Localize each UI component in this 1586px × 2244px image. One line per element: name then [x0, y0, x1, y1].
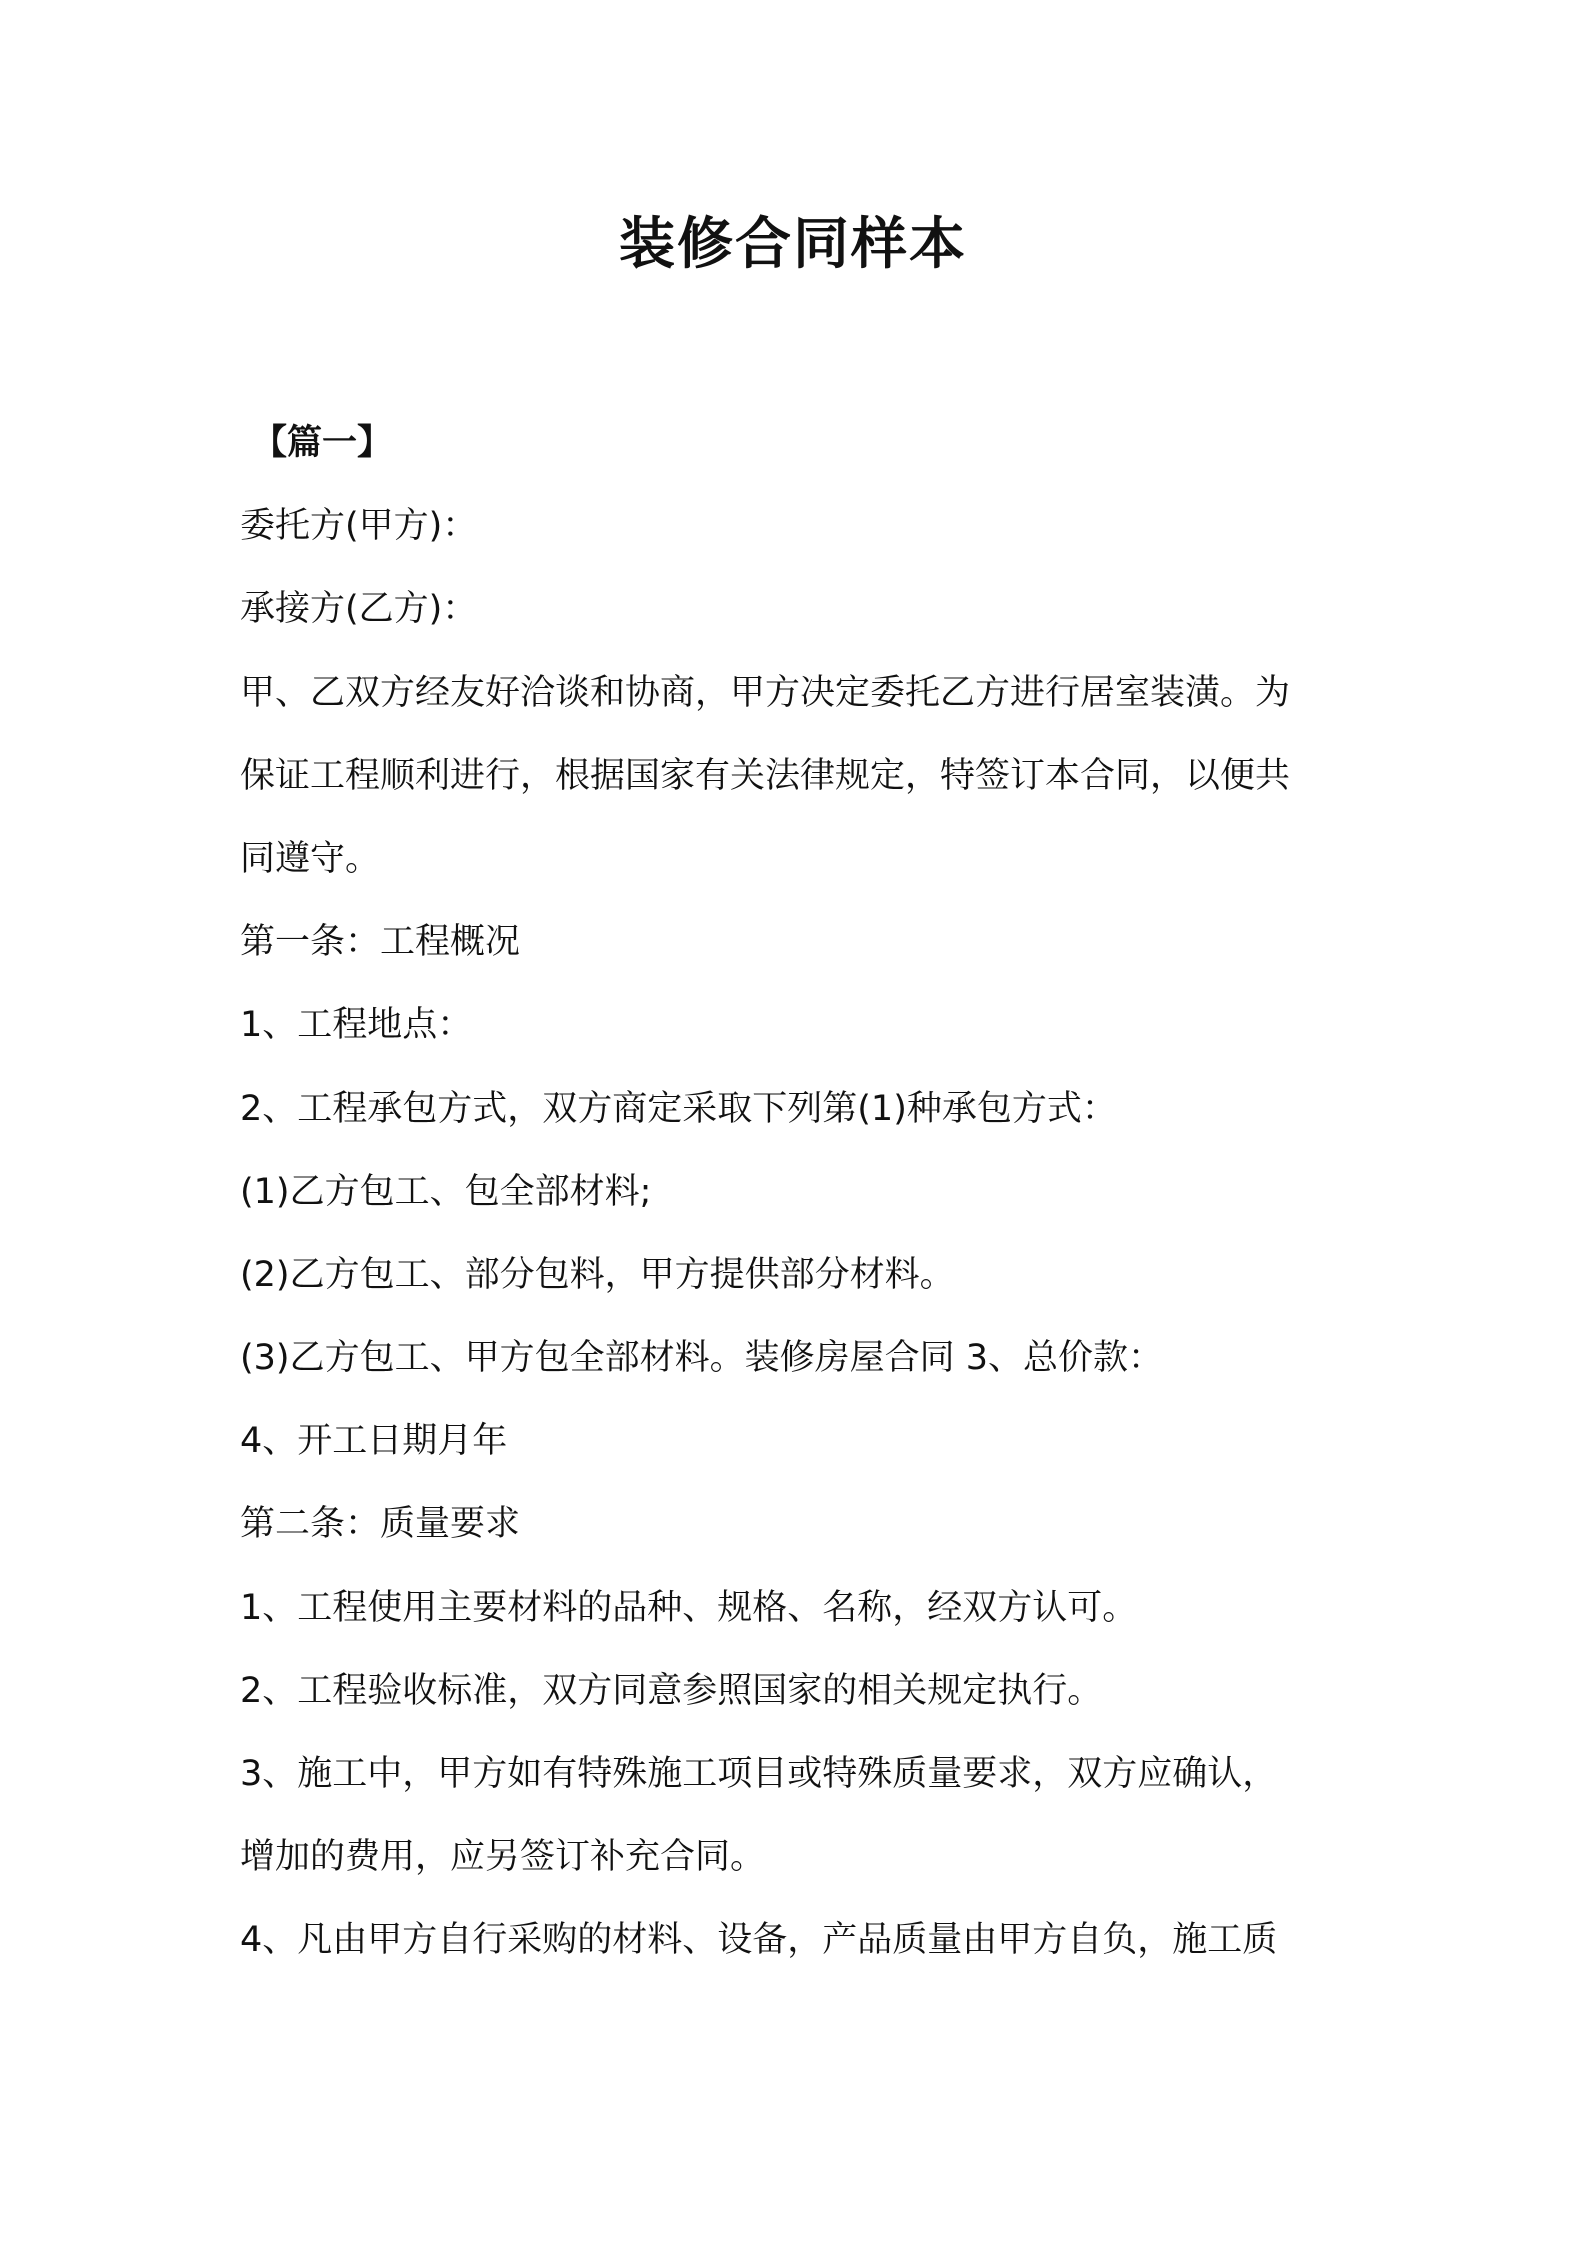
clause-line: 3、施工中，甲方如有特殊施工项目或特殊质量要求，双方应确认，: [240, 1754, 1278, 1794]
clause-line: (2)乙方包工、部分包料，甲方提供部分材料。: [240, 1254, 955, 1295]
clause-line: 1、工程使用主要材料的品种、规格、名称，经双方认可。: [240, 1587, 1138, 1628]
party-b-line: 承接方(乙方)：: [240, 589, 478, 630]
clause-line: 2、工程承包方式，双方商定采取下列第(1)种承包方式：: [240, 1088, 1117, 1129]
clause-line: 增加的费用，应另签订补充合同。: [240, 1837, 766, 1878]
article-heading: 第二条：质量要求: [240, 1504, 521, 1545]
party-a-line: 委托方(甲方)：: [240, 506, 478, 547]
paragraph-line: 甲、乙双方经友好洽谈和协商，甲方决定委托乙方进行居室装潢。为: [240, 672, 1291, 713]
paragraph-line: 保证工程顺利进行，根据国家有关法律规定，特签订本合同，以便共: [240, 755, 1291, 796]
section-heading: 【篇一】: [252, 423, 393, 463]
clause-line: 4、开工日期月年: [240, 1421, 508, 1462]
document-title: 装修合同样本: [619, 212, 967, 277]
paragraph-line: 同遵守。: [240, 838, 381, 879]
clause-line: 2、工程验收标准，双方同意参照国家的相关规定执行。: [240, 1670, 1103, 1711]
clause-line: (3)乙方包工、甲方包全部材料。装修房屋合同 3、总价款：: [240, 1338, 1163, 1379]
article-heading: 第一条：工程概况: [240, 922, 521, 963]
document-body: [240, 402, 1350, 1983]
clause-line: (1)乙方包工、包全部材料;: [240, 1171, 652, 1212]
clause-line: 1、工程地点：: [240, 1005, 473, 1046]
clause-line: 4、凡由甲方自行采购的材料、设备，产品质量由甲方自负，施工质: [240, 1920, 1278, 1961]
